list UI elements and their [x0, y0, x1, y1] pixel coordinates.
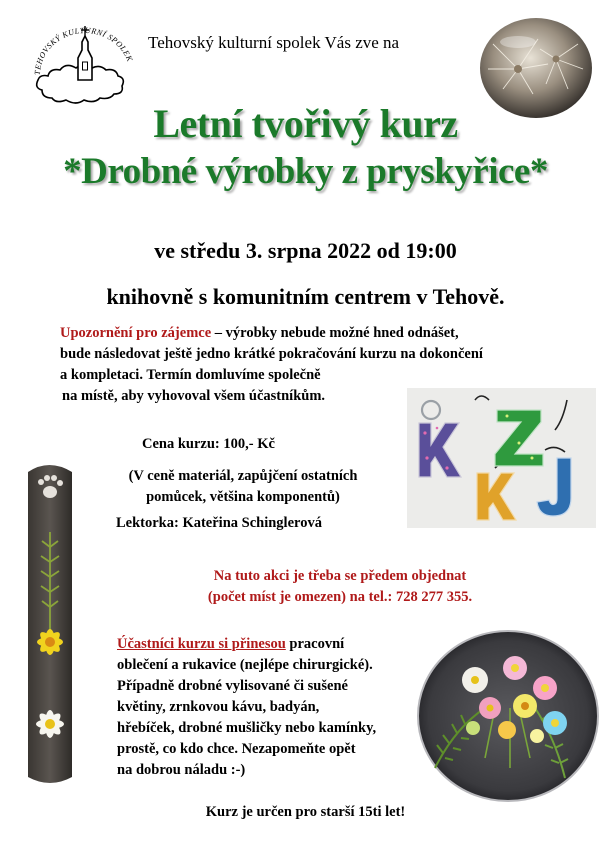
- bring-paragraph: [117, 634, 408, 781]
- price-includes: [108, 466, 378, 508]
- bookmark-photo: [14, 462, 84, 787]
- letter-keychains-photo: [407, 388, 596, 528]
- bring-line-4: květiny, zrnkovou kávu, badyán,: [117, 699, 320, 715]
- notice-line-2: bude následovat ještě jedno krátké pokračování kurzu na dokončení: [60, 346, 483, 362]
- course-price: Cena kurzu: 100,- Kč: [142, 436, 275, 452]
- order-line-2: (počet míst je omezen) na tel.: 728 277 355.: [207, 589, 473, 605]
- notice-label: Upozornění pro zájemce: [60, 325, 212, 341]
- bring-line-2: oblečení a rukavice (nejlépe chirurgické).: [117, 657, 373, 673]
- includes-line-2: pomůcek, většina komponentů): [146, 489, 340, 505]
- notice-line-3: a kompletaci. Termín domluvíme společně: [60, 367, 321, 383]
- bring-line-5: hřebíček, drobné mušličky nebo kamínky,: [117, 720, 377, 736]
- society-logo: [30, 20, 140, 112]
- event-date: ve středu 3. srpna 2022 od 19:00: [154, 238, 457, 263]
- notice-line-1: – výrobky nebude možné hned odnášet,: [211, 325, 459, 341]
- notice-line-4: na místě, aby vyhovoval všem účastníkům.: [62, 388, 326, 404]
- flower-coaster-photo: [415, 628, 601, 803]
- lecturer: Lektorka: Kateřina Schinglerová: [116, 515, 322, 531]
- bring-line-1: pracovní: [285, 636, 345, 652]
- includes-line-1: (V ceně materiál, zapůjčení ostatních: [128, 468, 358, 484]
- intro-text: Tehovský kulturní spolek Vás zve na: [148, 33, 400, 52]
- title-line-1: Letní tvořivý kurz: [153, 101, 458, 146]
- title-line-2: *Drobné výrobky z pryskyřice*: [63, 151, 548, 192]
- age-restriction: Kurz je určen pro starší 15ti let!: [205, 804, 406, 820]
- bring-line-3: Případně drobné vylisované či sušené: [117, 678, 348, 694]
- bring-line-7: na dobrou náladu :-): [117, 762, 246, 778]
- bring-line-6: prostě, co kdo chce. Nezapomeňte opět: [117, 741, 356, 757]
- order-line-1: Na tuto akci je třeba se předem objednat: [213, 568, 467, 584]
- logo-text: TEHOVSKÝ KULTURNÍ SPOLEK: [32, 25, 135, 76]
- order-notice: [150, 566, 530, 608]
- bring-label: Účastníci kurzu si přinesou: [117, 636, 286, 652]
- event-place: knihovně s komunitním centrem v Tehově.: [106, 284, 505, 309]
